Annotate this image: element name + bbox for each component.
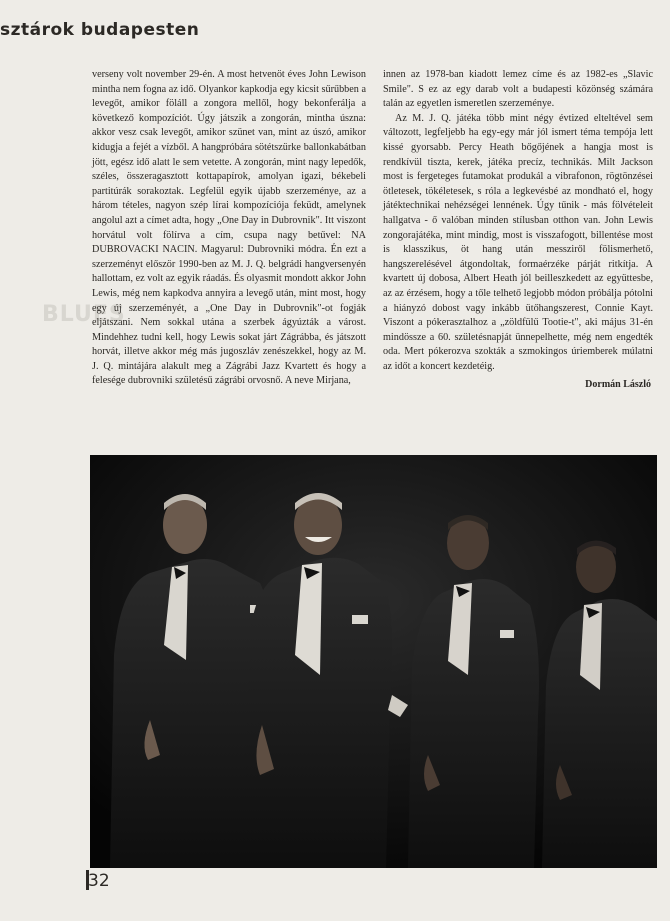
- section-title: sztárok budapesten: [0, 20, 200, 40]
- article-paragraph: verseny volt november 29-én. A most hetvenöt éves John Lewison mintha nem fogna az idő. Olyankor kapkodja egy kicsit sűrűbben a levegőt, amikor föláll a zongora mellől, hogy bekonferálja a következő kompozíciót. Úgy játszik a zongorán, mintha úszna: akkor vesz csak levegőt, amikor szünet van, mint az úszó, amikor kidugja a fejét a vízből. A hangpróbára sötétszürke ballonkabátban jött, egész idő alatt le sem vetette. A zongorán, mint nagy lepedők, széles, összeragasztott kottapapírok, amolyan igazi, békebeli partitúrák sorakoztak. Legfelül egyik újabb szerzeménye, az a három tételes, nagyon szép lírai kompozíciója feküdt, amelynek angolul azt a címet adta, hogy „One Day in Dubrovnik". Itt viszont horvátul volt fölírva a cím, csupa nagy betűvel: NA DUBROVACKI NACIN. Magyarul: Dubrovniki módra. Én ezt a szerzeményt először 1990-ben az M. J. Q. belgrádi hangversenyén hallottam, ez volt az egyik ráadás. És olyasmit mondott akkor John Lewis, még nem kapkodva annyira a levegő után, mint most, hogy egy új szerzeményét, a „One Day in Dubrovnik"-ot fogják eljátszani. Nem sokkal utána a szerbek ágyúzták a várost. Mindehhez tudni kell, hogy Lewis sokat járt Zágrábba, és játszott horvát, illetve akkor még más jugoszláv zenészekkel, hogy az M. J. Q. mintájára alakult meg a Zágrábi Jazz Kvartett és hogy a felesége dubrovniki születésű zágrábi orvosnő. A neve Mirjana,: [92, 69, 366, 387]
- article-column-right: [383, 68, 653, 393]
- article-column-left: [92, 68, 366, 389]
- article-paragraph: innen az 1978-ban kiadott lemez címe és az 1982-es „Slavic Smile". S ez az egy darab volt a budapesti közönség számára talán az egyetlen ismeretlen szerzeménye.: [383, 69, 653, 110]
- author-signature: Dormán László: [585, 379, 651, 391]
- faded-background-text: BLUES: [42, 302, 126, 327]
- article-paragraph: Az M. J. Q. játéka több mint négy évtized elteltével sem változott, legfeljebb ha egy-egy már jól ismert téma tempója lett kissé gyorsabb. Percy Heath bőgőjének a hangja most is rendkívül tiszta, kerek, játéka precíz, technikás. Milt Jackson most is fergeteges futamokat produkál a vibrafonon, rögtönzései ötletesek, tökéletesek, s róla a legkevésbé az mondható el, hogy játéktechnikai nehézségei lennének. Úgy tűnik - más fölvételeit hallgatva - ő valóban minden stílusban otthon van. John Lewis zongorajátéka, mint mindig, most is visszafogott, billentése most is klasszikus, öt hang után messziről fölismerhető, hangszerelésével átgondoltak, formaérzéke párját ritkítja. A kvartett új dobosa, Albert Heath jól beilleszkedett az együttesbe, az az érzésem, hogy a tőle telhető legjobb módon próbálja pótolni a hiányzó dobost vagy inkább ütőhangszerest, Connie Kayt. Viszont a pókerasztalhoz a „zöldfülű Tootie-t", aki május 31-én mindössze a 60. születésnapját ünnepelhette, még nem engedték oda. Mert pókerozva szokták a szmokingos úriemberek múlatni az időt a koncert kezdetéig.: [383, 112, 653, 372]
- band-photo: [90, 455, 657, 868]
- band-photo-illustration: [90, 455, 657, 868]
- page-number: 32: [88, 871, 110, 891]
